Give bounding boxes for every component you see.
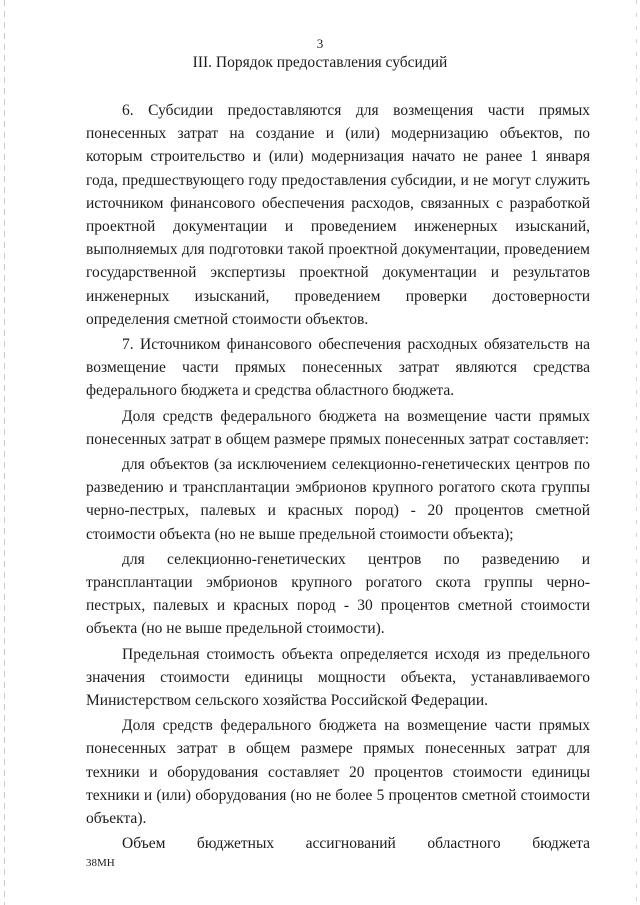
paragraph-federal-share: Доля средств федерального бюджета на возмещение части прямых понесенных затрат в общем размере прямых понесенных затрат составляет: (86, 407, 590, 448)
paragraph-6: 6. Субсидии предоставляются для возмещения части прямых понесенных затрат на создание и (или) модернизацию объектов, по которым строительство и (или) модернизация начато не ранее 1 января года, предшествующего году предоставления субсидии, и не могут служить источником финансового обеспечения расходов, связанных с разработкой проектной документации и проведением инженерных изысканий, выполняемых для подготовки такой проектной документации, проведением государственной экспертизы проектной документации и результатов инженерных изысканий, проведением проверки достоверности определения сметной стоимости объектов. (86, 102, 590, 328)
scan-edge-left (4, 0, 5, 905)
paragraph-limit-cost: Предельная стоимость объекта определяется исходя из предельного значения стоимости единицы мощности объекта, устанавливаемого Министерством сельского хозяйства Российской Федерации. (86, 645, 590, 710)
footer-code: 38МН (86, 857, 115, 869)
paragraph-budget-volume: Объем бюджетных ассигнований областного бюджета (122, 835, 590, 853)
scan-edge-right (636, 0, 637, 905)
page-number: 3 (316, 36, 324, 51)
paragraph-equipment-share: Доля средств федерального бюджета на возмещение части прямых понесенных затрат в общем размере прямых понесенных затрат для техники и оборудования составляет 20 процентов стоимости единицы техники и (или) оборудования (но не более 5 процентов сметной стоимости объекта). (86, 717, 590, 828)
paragraph-objects-20-percent: для объектов (за исключением селекционно-генетических центров по разведению и трансплантации эмбрионов крупного рогатого скота группы черно-пестрых, палевых и красных пород) - 20 процентов сметной стоимости объекта (но не выше предельной стоимости объекта); (86, 456, 590, 543)
document-body (86, 99, 590, 856)
section-title: III. Порядок предоставления субсидий (192, 54, 448, 71)
paragraph-breeding-centers-30-percent: для селекционно-генетических центров по разведению и трансплантации эмбрионов крупного рогатого скота группы черно-пестрых, палевых и красных пород - 30 процентов сметной стоимости объекта (но не выше предельной стоимости). (86, 550, 590, 638)
paragraph-7: 7. Источником финансового обеспечения расходных обязательств на возмещение части прямых понесенных затрат являются средства федерального бюджета и средства областного бюджета. (86, 336, 590, 400)
